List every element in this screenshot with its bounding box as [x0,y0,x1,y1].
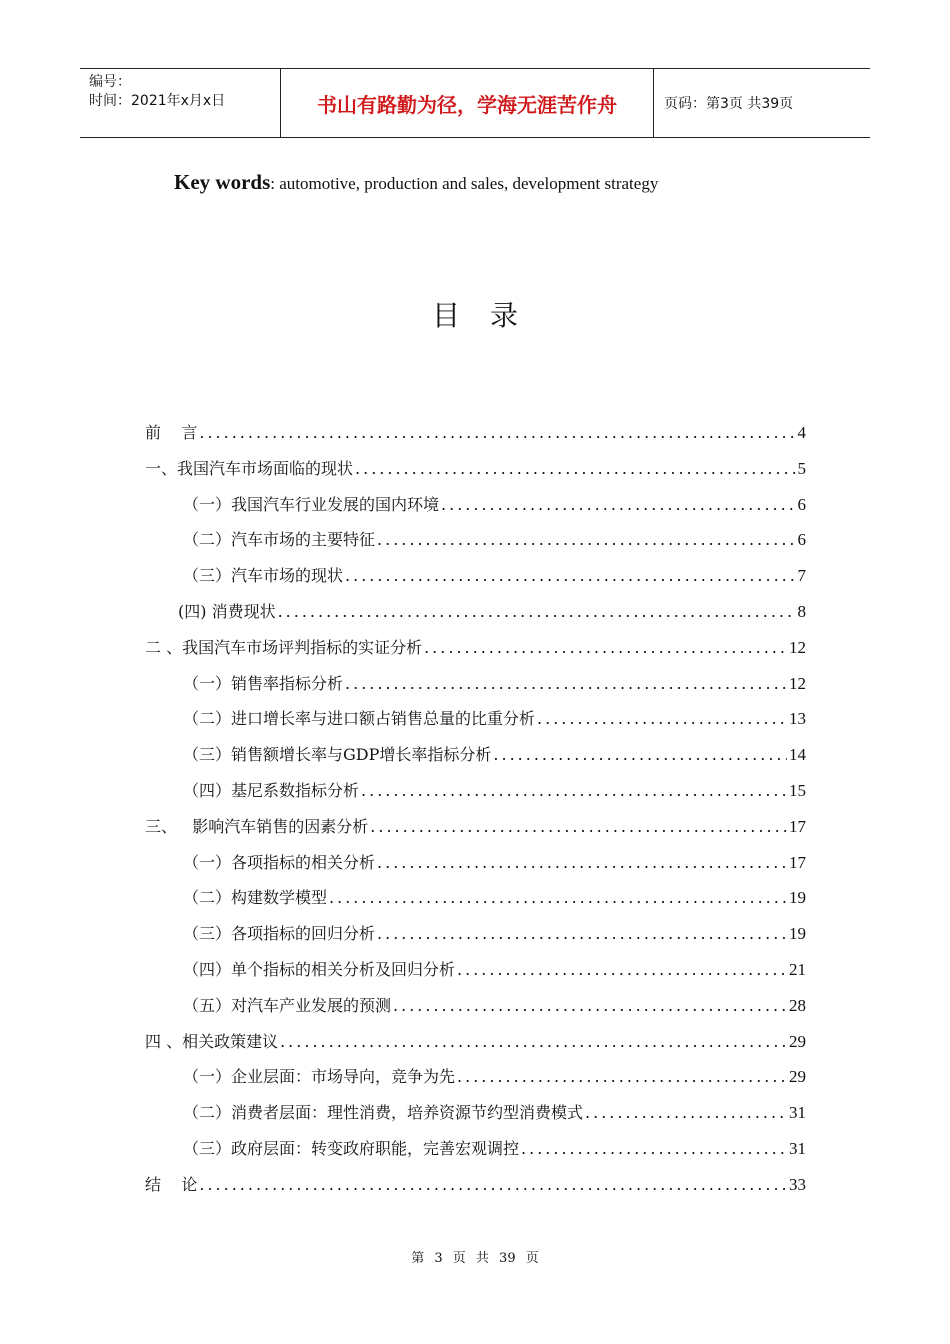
toc-entry[interactable] [145,456,806,492]
toc-entry[interactable] [145,957,806,993]
toc-entry-page: 33 [789,1174,806,1194]
toc-entry-page: 5 [797,458,806,478]
toc-entry[interactable] [145,1136,806,1172]
toc-leader-dots [393,993,787,1019]
toc-leader-dots [457,957,787,983]
toc-entry[interactable] [145,527,806,563]
toc-entry-label: （二）构建数学模型 [183,888,328,908]
toc-entry[interactable] [145,706,806,742]
toc-entry-page: 6 [797,494,806,514]
toc-entry-label: 二 、我国汽车市场评判指标的实证分析 [145,637,423,657]
toc-entry-label: （四）单个指标的相关分析及回归分析 [183,959,456,979]
toc-entry-page: 19 [789,888,806,908]
toc-entry[interactable] [145,635,806,671]
toc-leader-dots [457,1064,787,1090]
page-header [80,68,870,138]
toc-entry-page: 4 [797,423,806,442]
toc-entry[interactable] [145,885,806,921]
toc-entry-page: 31 [789,1103,806,1123]
toc-leader-dots [280,1029,787,1055]
toc-entry-label: 一、我国汽车市场面临的现状 [145,458,354,478]
toc-entry[interactable] [145,814,806,850]
toc-leader-dots [361,778,787,804]
toc-entry[interactable] [145,742,806,778]
keywords-line [174,170,658,195]
toc-entry[interactable] [145,1172,806,1208]
toc-entry-page: 7 [797,566,806,586]
header-motto: 书山有路勤为径，学海无涯苦作舟 [281,69,654,137]
toc-entry-page: 29 [789,1067,806,1087]
toc-entry-label: （三）政府层面：转变政府职能，完善宏观调控 [183,1138,520,1158]
toc-entry[interactable] [145,778,806,814]
toc-leader-dots [199,420,795,446]
toc-leader-dots [345,563,795,589]
toc-entry-label: （一）我国汽车行业发展的国内环境 [183,494,440,514]
keywords-label: Key words [174,170,271,194]
toc-leader-dots [278,599,796,625]
toc-leader-dots [370,814,787,840]
toc-entry-page: 31 [789,1138,806,1158]
toc-entry-label: （二）消费者层面：理性消费，培养资源节约型消费模式 [183,1103,584,1123]
toc-entry-page: 12 [789,637,806,657]
toc-leader-dots [424,635,787,661]
toc-entry-page: 17 [789,816,806,836]
toc-entry-page: 12 [789,673,806,693]
toc-entry-page: 21 [789,959,806,979]
toc-leader-dots [345,671,787,697]
toc-leader-dots [329,885,787,911]
toc-entry-label: （二）汽车市场的主要特征 [183,530,376,550]
toc-entry-label: （一）企业层面：市场导向，竞争为先 [183,1067,456,1087]
toc-leader-dots [585,1100,787,1126]
toc-leader-dots [355,456,795,482]
toc-entry[interactable] [145,492,806,528]
toc-entry-label: 四 、相关政策建议 [145,1031,279,1051]
toc-entry[interactable] [145,993,806,1029]
toc-entry-label: （二）进口增长率与进口额占销售总量的比重分析 [183,709,536,729]
toc-entry-page: 6 [797,530,806,550]
toc-entry-page: 19 [789,924,806,944]
toc-entry[interactable] [145,1100,806,1136]
toc-entry-label: （三）销售额增长率与GDP增长率指标分析 [183,745,492,765]
toc-entry[interactable] [145,420,806,456]
toc-entry[interactable] [145,1029,806,1065]
document-number-label: 编号： [89,74,131,90]
toc-leader-dots [521,1136,787,1162]
toc-entry[interactable] [145,671,806,707]
toc-entry-page: 14 [789,745,806,765]
toc-entry-label: 三、 影响汽车销售的因素分析 [145,816,369,836]
toc-leader-dots [377,527,795,553]
toc-leader-dots [493,742,787,768]
toc-leader-dots [377,921,787,947]
toc-entry[interactable] [145,850,806,886]
header-page-info: 页码：第3页 共39页 [664,96,794,112]
toc-title: 目录 [431,299,548,332]
toc-entry-page: 28 [789,995,806,1015]
toc-entry-label: （四）基尼系数指标分析 [183,780,360,800]
toc-entry-page: 17 [789,852,806,872]
toc-entry-label: （三）各项指标的回归分析 [183,924,376,944]
toc-entry-label: （三）汽车市场的现状 [183,566,344,586]
toc-leader-dots [441,492,795,518]
toc-entry-label: （一）各项指标的相关分析 [183,852,376,872]
toc-leader-dots [537,706,787,732]
page-footer: 第 3 页 共 39 页 [411,1251,539,1266]
keywords-text: : automotive, production and sales, development strategy [270,174,659,193]
toc-leader-dots [199,1172,787,1198]
toc-entry-label: 前 言 [145,423,198,442]
toc-entry-page: 29 [789,1031,806,1051]
toc-entry[interactable] [145,1064,806,1100]
toc-entry-page: 15 [789,780,806,800]
header-meta [80,69,281,137]
toc-entry-label: （一）销售率指标分析 [183,673,344,693]
table-of-contents [145,420,806,1208]
toc-leader-dots [377,850,787,876]
toc-entry[interactable] [145,563,806,599]
toc-entry-page: 13 [789,709,806,729]
toc-entry-label: 结 论 [145,1174,198,1194]
toc-entry-page: 8 [797,601,806,621]
toc-entry[interactable] [145,599,806,635]
toc-entry-label: (四) 消费现状 [178,601,276,621]
document-time-label: 时间：2021年x月x日 [89,93,226,109]
toc-entry[interactable] [145,921,806,957]
toc-entry-label: （五）对汽车产业发展的预测 [183,995,392,1015]
